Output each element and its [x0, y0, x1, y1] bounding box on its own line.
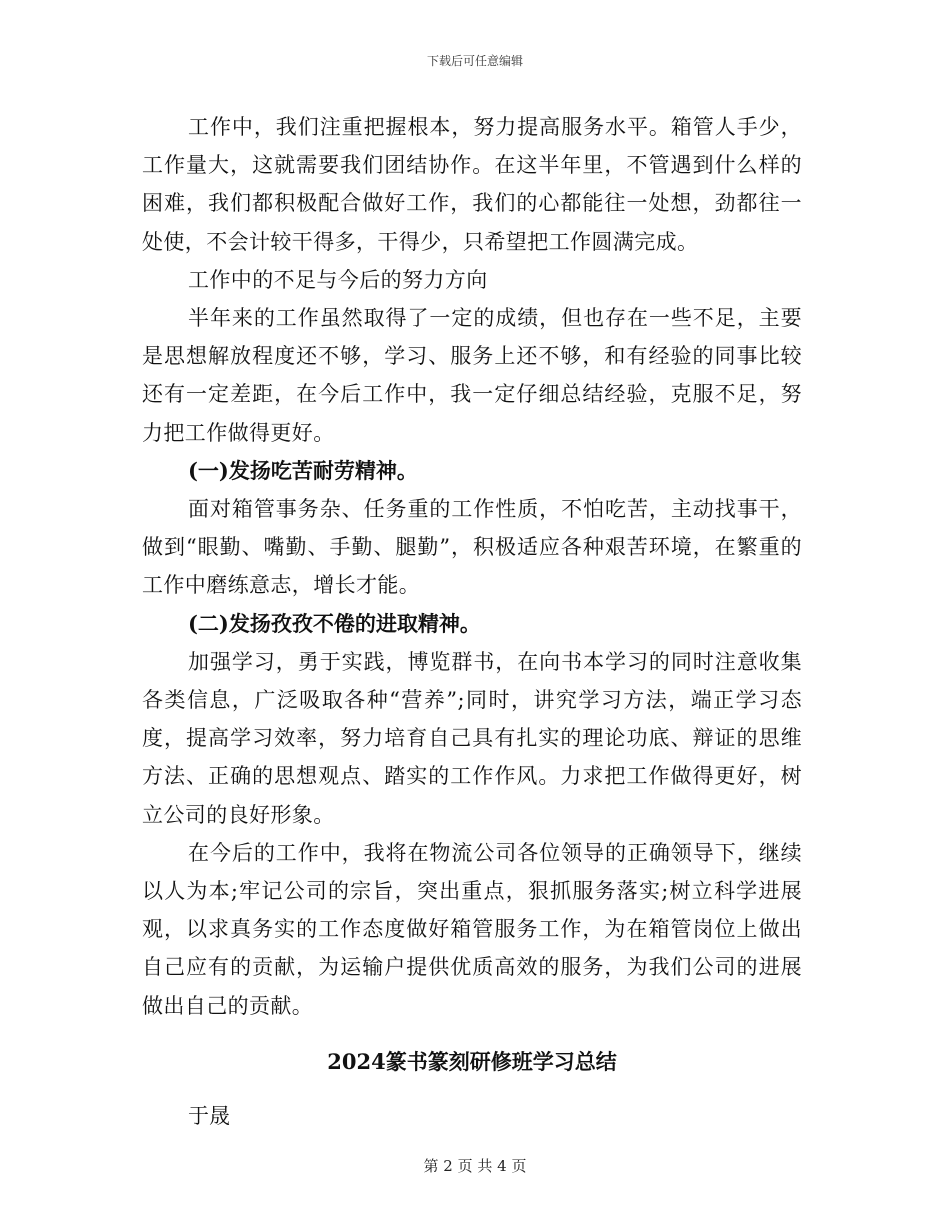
- paragraph-learning: 加强学习，勇于实践，博览群书，在向书本学习的同时注意收集各类信息，广泛吸取各种“营养”;同时，讲究学习方法，端正学习态度，提高学习效率，努力培育自己具有扎实的理论功底、辩证的思维方法、正确的思想观点、踏实的工作作风。力求把工作做得更好，树立公司的良好形象。: [142, 649, 802, 827]
- author-name: 于晟: [188, 1104, 230, 1129]
- subheading-hardworking: (一)发扬吃苦耐劳精神。: [188, 457, 418, 483]
- paragraph-teamwork: 工作中，我们注重把握根本，努力提高服务水平。箱管人手少，工作量大，这就需要我们团结协作。在这半年里，不管遇到什么样的困难，我们都积极配合做好工作，我们的心都能往一处想，劲都往一处使，不会计较干得多，干得少，只希望把工作圆满完成。: [142, 115, 802, 254]
- document-body: [142, 108, 802, 1135]
- page-header: 下载后可任意编辑: [426, 54, 523, 68]
- section-heading-shortcomings: 工作中的不足与今后的努力方向: [188, 267, 488, 292]
- paragraph-hardworking: 面对箱管事务杂、任务重的工作性质，不怕吃苦，主动找事干，做到“眼勤、嘴勤、手勤、腿勤”，积极适应各种艰苦环境，在繁重的工作中磨练意志，增长才能。: [142, 497, 802, 598]
- paragraph-future-work: 在今后的工作中，我将在物流公司各位领导的正确领导下，继续以人为本;牢记公司的宗旨，突出重点，狠抓服务落实;树立科学进展观，以求真务实的工作态度做好箱管服务工作，为在箱管岗位上做出自己应有的贡献，为运输户提供优质高效的服务，为我们公司的进展做出自己的贡献。: [142, 840, 802, 1018]
- paragraph-shortcomings: 半年来的工作虽然取得了一定的成绩，但也存在一些不足，主要是思想解放程度还不够，学习、服务上还不够，和有经验的同事比较还有一定差距，在今后工作中，我一定仔细总结经验，克服不足，努力把工作做得更好。: [142, 306, 802, 445]
- document-title: 2024篆书篆刻研修班学习总结: [327, 1048, 617, 1074]
- page-number: 第 2 页 共 4 页: [423, 1157, 527, 1175]
- subheading-enterprising: (二)发扬孜孜不倦的进取精神。: [188, 610, 481, 636]
